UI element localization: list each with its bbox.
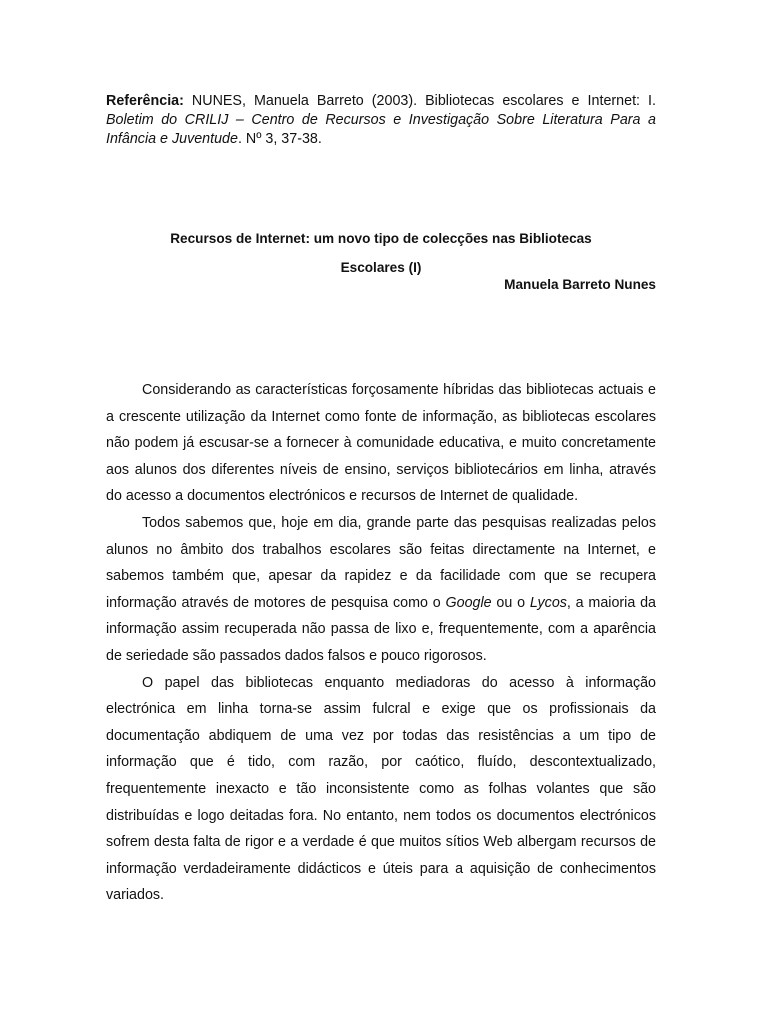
paragraph-2-text-c: , a maioria da informação assim recuperada não passa de lixo e, frequentemente, com a aparência de seriedade são passados dados falsos e pouco rigorosos.: [106, 594, 656, 664]
article-author: Manuela Barreto Nunes: [504, 277, 656, 292]
article-title: [106, 224, 656, 282]
reference-text-b: . Nº 3, 37-38.: [237, 131, 322, 147]
article-body: [106, 377, 656, 909]
google-term: Google: [445, 594, 492, 611]
paragraph-1: Considerando as características forçosamente híbridas das bibliotecas actuais e a crescente utilização da Internet como fonte de informação, as bibliotecas escolares não podem já escusar-se a fornecer à comunidade educativa, e muito concretamente aos alunos dos diferentes níveis de ensino, serviços bibliotecários em linha, através do acesso a documentos electrónicos e recursos de Internet de qualidade.: [106, 382, 656, 505]
article-title-line1: Recursos de Internet: um novo tipo de colecções nas Bibliotecas: [170, 231, 592, 246]
paragraph-2: [106, 510, 656, 670]
reference-journal-title: Boletim do CRILIJ – Centro de Recursos e Investigação Sobre Literatura Para a Infância e Juventude: [106, 112, 656, 147]
paragraph-3: O papel das bibliotecas enquanto mediadoras do acesso à informação electrónica em linha torna-se assim fulcral e exige que os profissionais da documentação abdiquem de uma vez por todas das resistências a um tipo de informação que é tido, com razão, por caótico, fluído, descontextualizado, frequentemente inexacto e tão inconsistente como as folhas volantes que são distribuídas e logo deitadas fora. No entanto, nem todos os documentos electrónicos sofrem desta falta de rigor e a verdade é que muitos sítios Web albergam recursos de informação verdadeiramente didácticos e úteis para a aquisição de conhecimentos variados.: [106, 674, 656, 904]
reference-text-a: NUNES, Manuela Barreto (2003). Bibliotecas escolares e Internet: I.: [183, 93, 656, 109]
lycos-term: Lycos: [529, 594, 567, 611]
article-title-line2: Escolares (I): [340, 260, 422, 275]
paragraph-2-text-a: Todos sabemos que, hoje em dia, grande parte das pesquisas realizadas pelos alunos no âmbito dos trabalhos escolares são feitas directamente na Internet, e sabemos também que, apesar da rapidez e da facilidade com que se recupera informação através de motores de pesquisa como o: [106, 514, 656, 611]
reference-citation: [106, 92, 656, 149]
paragraph-2-text-b: ou o: [491, 594, 530, 611]
reference-label: Referência:: [106, 93, 184, 109]
